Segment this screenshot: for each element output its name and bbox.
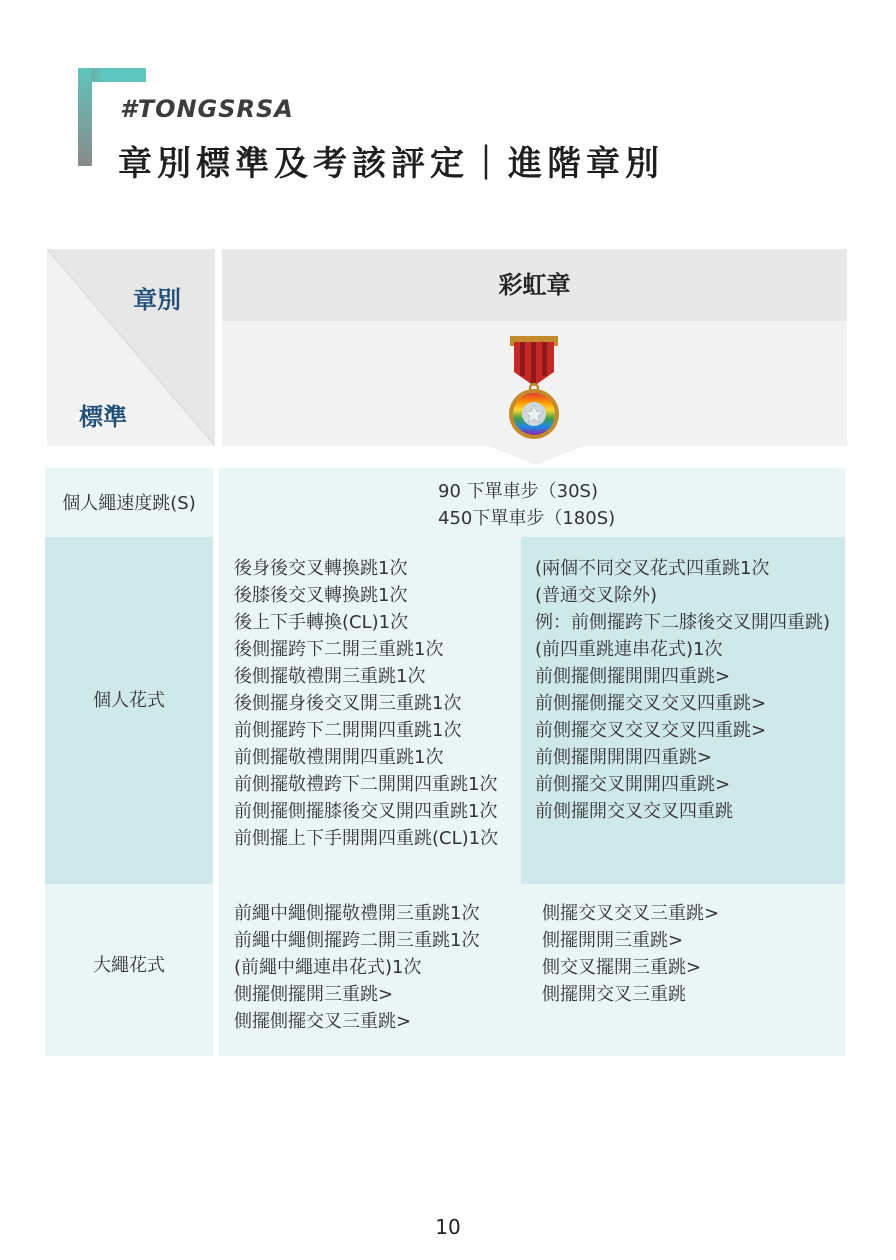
speed-line: 90 下單車步（30S) xyxy=(438,481,598,502)
list-item: 側擺開交叉三重跳 xyxy=(542,984,686,1005)
list-item: 前側擺開交叉交叉四重跳 xyxy=(535,801,733,822)
corner-label-badge: 章別 xyxy=(133,286,181,314)
list-item: 後側擺跨下二開三重跳1次 xyxy=(234,639,444,660)
list-item: 前側擺開開開四重跳> xyxy=(535,747,713,768)
long-rope-left-list xyxy=(234,900,479,1035)
freestyle-label: 個人花式 xyxy=(93,690,165,711)
list-item: 前側擺上下手開開四重跳(CL)1次 xyxy=(234,828,499,849)
list-item: 前側擺敬禮跨下二開開四重跳1次 xyxy=(234,774,498,795)
speed-content-cell xyxy=(219,468,845,537)
list-item: (普通交叉除外) xyxy=(535,585,658,606)
list-item: 前側擺交叉交叉交叉四重跳> xyxy=(535,720,767,741)
row-label-freestyle xyxy=(45,537,213,884)
hashtag: #TONGSRSA xyxy=(120,95,294,123)
long-rope-left-cell xyxy=(219,884,521,1056)
list-item: 前側擺交叉開開四重跳> xyxy=(535,774,731,795)
page-number: 10 xyxy=(435,1215,461,1239)
row-label-long-rope xyxy=(45,884,213,1056)
long-rope-right-list xyxy=(542,900,719,1008)
list-item: (前四重跳連串花式)1次 xyxy=(535,639,723,660)
list-item: 後身後交叉轉換跳1次 xyxy=(234,558,408,579)
badge-name: 彩虹章 xyxy=(498,271,571,299)
list-item: 例：前側擺跨下二膝後交叉開四重跳) xyxy=(535,612,831,633)
rainbow-star-medal-icon xyxy=(506,334,566,442)
badge-name-cell xyxy=(222,249,847,321)
list-item: 側擺側擺交叉三重跳> xyxy=(234,1011,412,1032)
speed-lines xyxy=(438,478,615,532)
list-item: 前繩中繩側擺敬禮開三重跳1次 xyxy=(234,903,480,924)
list-item: 前側擺側擺交叉交叉四重跳> xyxy=(535,693,767,714)
list-item: 前側擺側擺開開四重跳> xyxy=(535,666,731,687)
list-item: 前側擺側擺膝後交叉開四重跳1次 xyxy=(234,801,498,822)
list-item: 前側擺跨下二開開四重跳1次 xyxy=(234,720,462,741)
list-item: 前側擺敬禮開開四重跳1次 xyxy=(234,747,444,768)
row-label-speed xyxy=(45,468,213,537)
corner-label-standard: 標準 xyxy=(79,403,127,431)
speed-label: 個人繩速度跳(S) xyxy=(62,493,196,514)
speed-line: 450下單車步（180S) xyxy=(438,508,616,529)
freestyle-right-list xyxy=(535,555,830,825)
page-title: 章別標準及考該評定｜進階章別 xyxy=(118,144,664,184)
long-rope-right-cell xyxy=(521,884,845,1056)
freestyle-left-list xyxy=(234,555,498,852)
corner-header-cell xyxy=(47,249,215,446)
list-item: (兩個不同交叉花式四重跳1次 xyxy=(535,558,770,579)
list-item: 後側擺敬禮開三重跳1次 xyxy=(234,666,426,687)
freestyle-right-cell xyxy=(521,537,845,884)
long-rope-label: 大繩花式 xyxy=(93,955,165,976)
list-item: 側擺側擺開三重跳> xyxy=(234,984,394,1005)
header-pointer xyxy=(486,445,586,467)
list-item: 側擺交叉交叉三重跳> xyxy=(542,903,720,924)
list-item: 後膝後交叉轉換跳1次 xyxy=(234,585,408,606)
list-item: (前繩中繩連串花式)1次 xyxy=(234,957,422,978)
list-item: 前繩中繩側擺跨二開三重跳1次 xyxy=(234,930,480,951)
list-item: 後側擺身後交叉開三重跳1次 xyxy=(234,693,462,714)
list-item: 側擺開開三重跳> xyxy=(542,930,684,951)
list-item: 側交叉擺開三重跳> xyxy=(542,957,702,978)
freestyle-left-cell xyxy=(219,537,521,884)
list-item: 後上下手轉換(CL)1次 xyxy=(234,612,409,633)
